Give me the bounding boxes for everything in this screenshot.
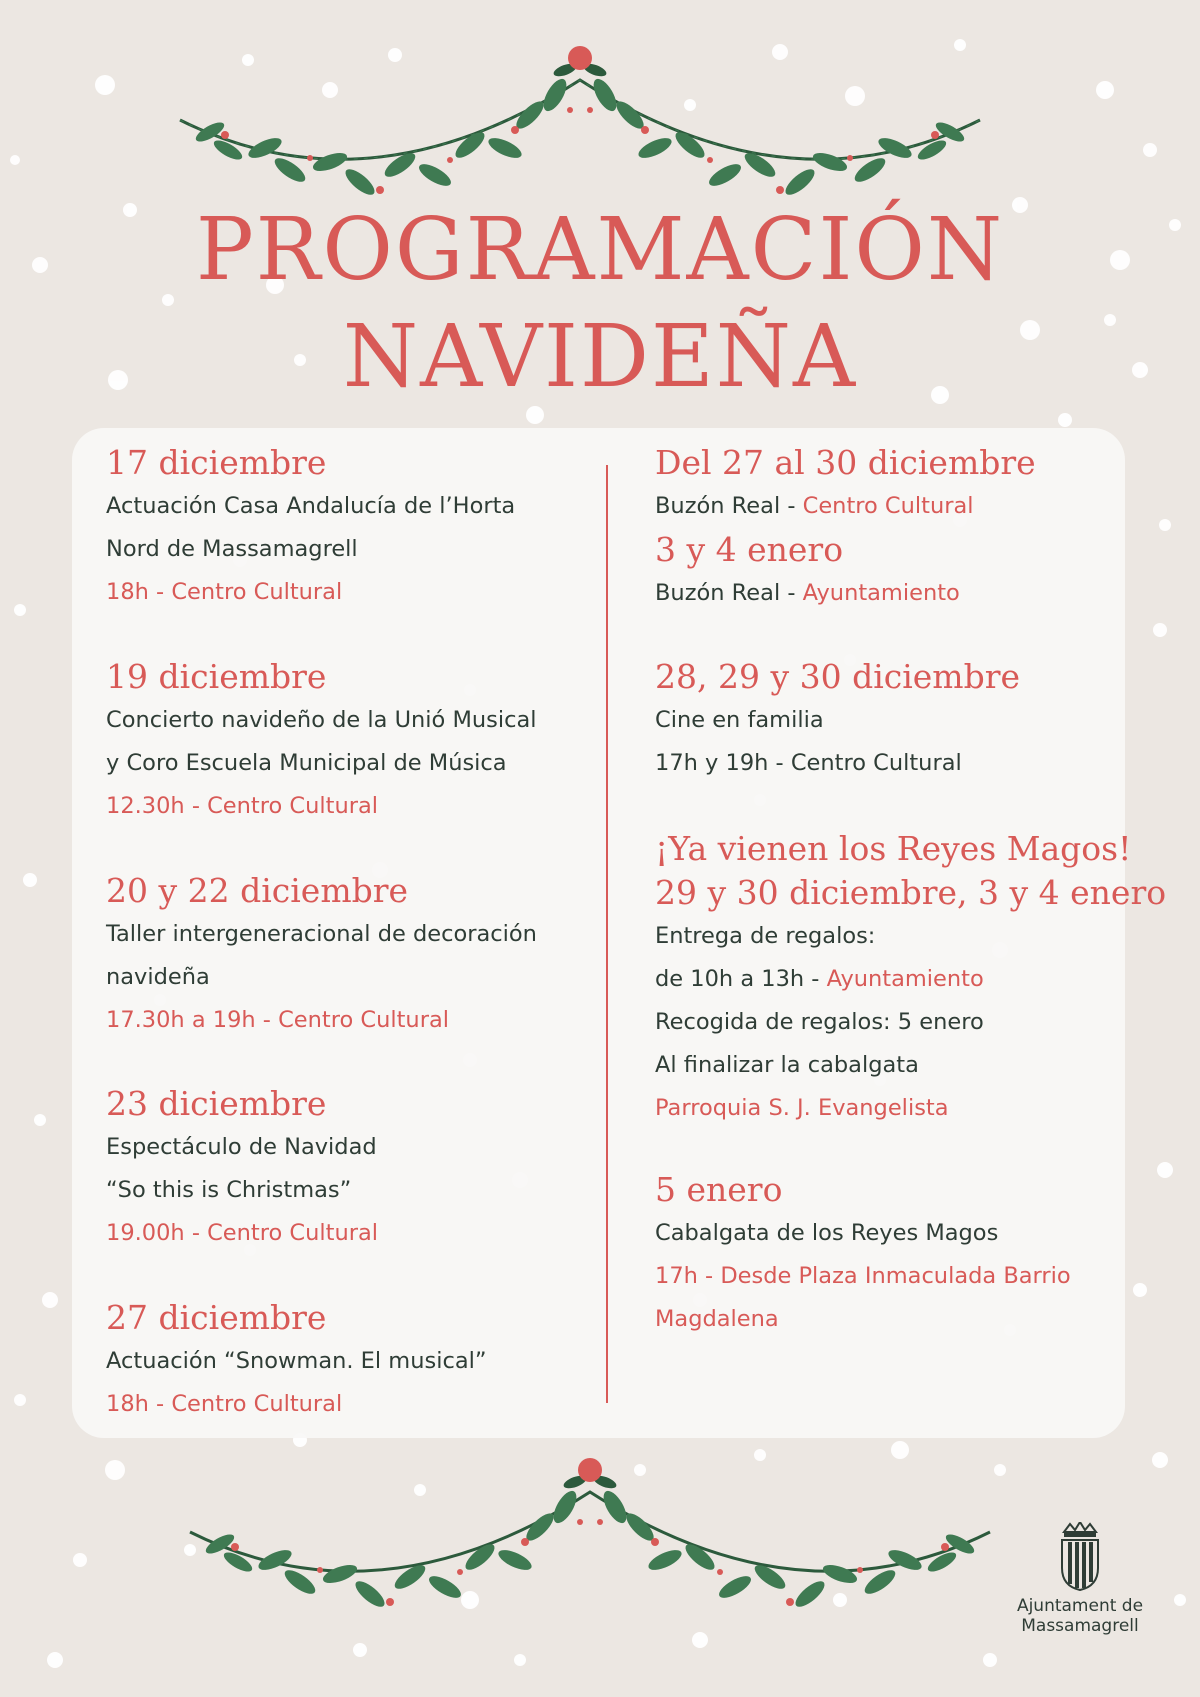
event-cabalgata bbox=[655, 1168, 1071, 1341]
event-description: Nord de Massamagrell bbox=[106, 536, 358, 562]
event-description: Concierto navideño de la Unió Musical bbox=[106, 707, 537, 733]
event-reyes-magos bbox=[655, 827, 1166, 1130]
event-cine-en-familia bbox=[655, 655, 1020, 785]
column-divider bbox=[606, 465, 608, 1403]
event-description: “So this is Christmas” bbox=[106, 1177, 352, 1203]
event-description: Actuación Casa Andalucía de l’Horta bbox=[106, 493, 516, 519]
event-date: 29 y 30 diciembre, 3 y 4 enero bbox=[655, 873, 1167, 912]
event-date: 19 diciembre bbox=[106, 657, 327, 696]
event-date: 3 y 4 enero bbox=[655, 530, 844, 569]
event-time-place: 17h - Desde Plaza Inmaculada Barrio bbox=[655, 1263, 1071, 1289]
event-27-diciembre bbox=[106, 1296, 487, 1426]
event-17-diciembre bbox=[106, 441, 515, 614]
event-date: 5 enero bbox=[655, 1170, 783, 1209]
event-time-place: 19.00h - Centro Cultural bbox=[106, 1220, 378, 1246]
event-23-diciembre bbox=[106, 1082, 378, 1255]
event-heading: ¡Ya vienen los Reyes Magos! bbox=[655, 829, 1132, 868]
event-date: Del 27 al 30 diciembre bbox=[655, 443, 1036, 482]
event-date: 23 diciembre bbox=[106, 1084, 327, 1123]
event-description: navideña bbox=[106, 964, 210, 990]
ajuntament-logo bbox=[1010, 1522, 1150, 1636]
event-time-place: 17.30h a 19h - Centro Cultural bbox=[106, 1007, 449, 1033]
event-20-22-diciembre bbox=[106, 869, 537, 1042]
event-date: 17 diciembre bbox=[106, 443, 327, 482]
event-time-place: 12.30h - Centro Cultural bbox=[106, 793, 378, 819]
holly-garland-top-icon bbox=[170, 40, 990, 210]
event-date: 27 diciembre bbox=[106, 1298, 327, 1337]
event-description: Entrega de regalos: bbox=[655, 923, 876, 949]
event-description: Buzón Real - Centro Cultural bbox=[655, 493, 974, 519]
event-description: Cabalgata de los Reyes Magos bbox=[655, 1220, 999, 1246]
event-description: Cine en familia bbox=[655, 707, 824, 733]
event-description: Taller intergeneracional de decoración bbox=[106, 921, 537, 947]
event-description: de 10h a 13h - Ayuntamiento bbox=[655, 966, 984, 992]
event-time-place: 17h y 19h - Centro Cultural bbox=[655, 750, 962, 776]
event-buzon-real bbox=[655, 441, 1036, 615]
logo-text-line-2: Massamagrell bbox=[1021, 1616, 1139, 1636]
page-title-line-2: NAVIDEÑA bbox=[342, 307, 858, 407]
logo-text-line-1: Ajuntament de bbox=[1016, 1596, 1144, 1616]
event-description: y Coro Escuela Municipal de Música bbox=[106, 750, 507, 776]
event-date: 20 y 22 diciembre bbox=[106, 871, 409, 910]
event-description: Espectáculo de Navidad bbox=[106, 1134, 377, 1160]
event-description: Al finalizar la cabalgata bbox=[655, 1052, 919, 1078]
event-description: Recogida de regalos: 5 enero bbox=[655, 1009, 984, 1035]
page-title-line-1: PROGRAMACIÓN bbox=[195, 200, 1005, 300]
holly-garland-bottom-icon bbox=[180, 1452, 1000, 1622]
event-time-place: 18h - Centro Cultural bbox=[106, 579, 343, 605]
coat-of-arms-icon bbox=[1058, 1522, 1102, 1592]
event-description: Buzón Real - Ayuntamiento bbox=[655, 580, 960, 606]
event-19-diciembre bbox=[106, 655, 537, 828]
event-description: Actuación “Snowman. El musical” bbox=[106, 1348, 487, 1374]
event-time-place: Magdalena bbox=[655, 1306, 779, 1332]
event-time-place: 18h - Centro Cultural bbox=[106, 1391, 343, 1417]
event-time-place: Parroquia S. J. Evangelista bbox=[655, 1095, 949, 1121]
event-date: 28, 29 y 30 diciembre bbox=[655, 657, 1021, 696]
